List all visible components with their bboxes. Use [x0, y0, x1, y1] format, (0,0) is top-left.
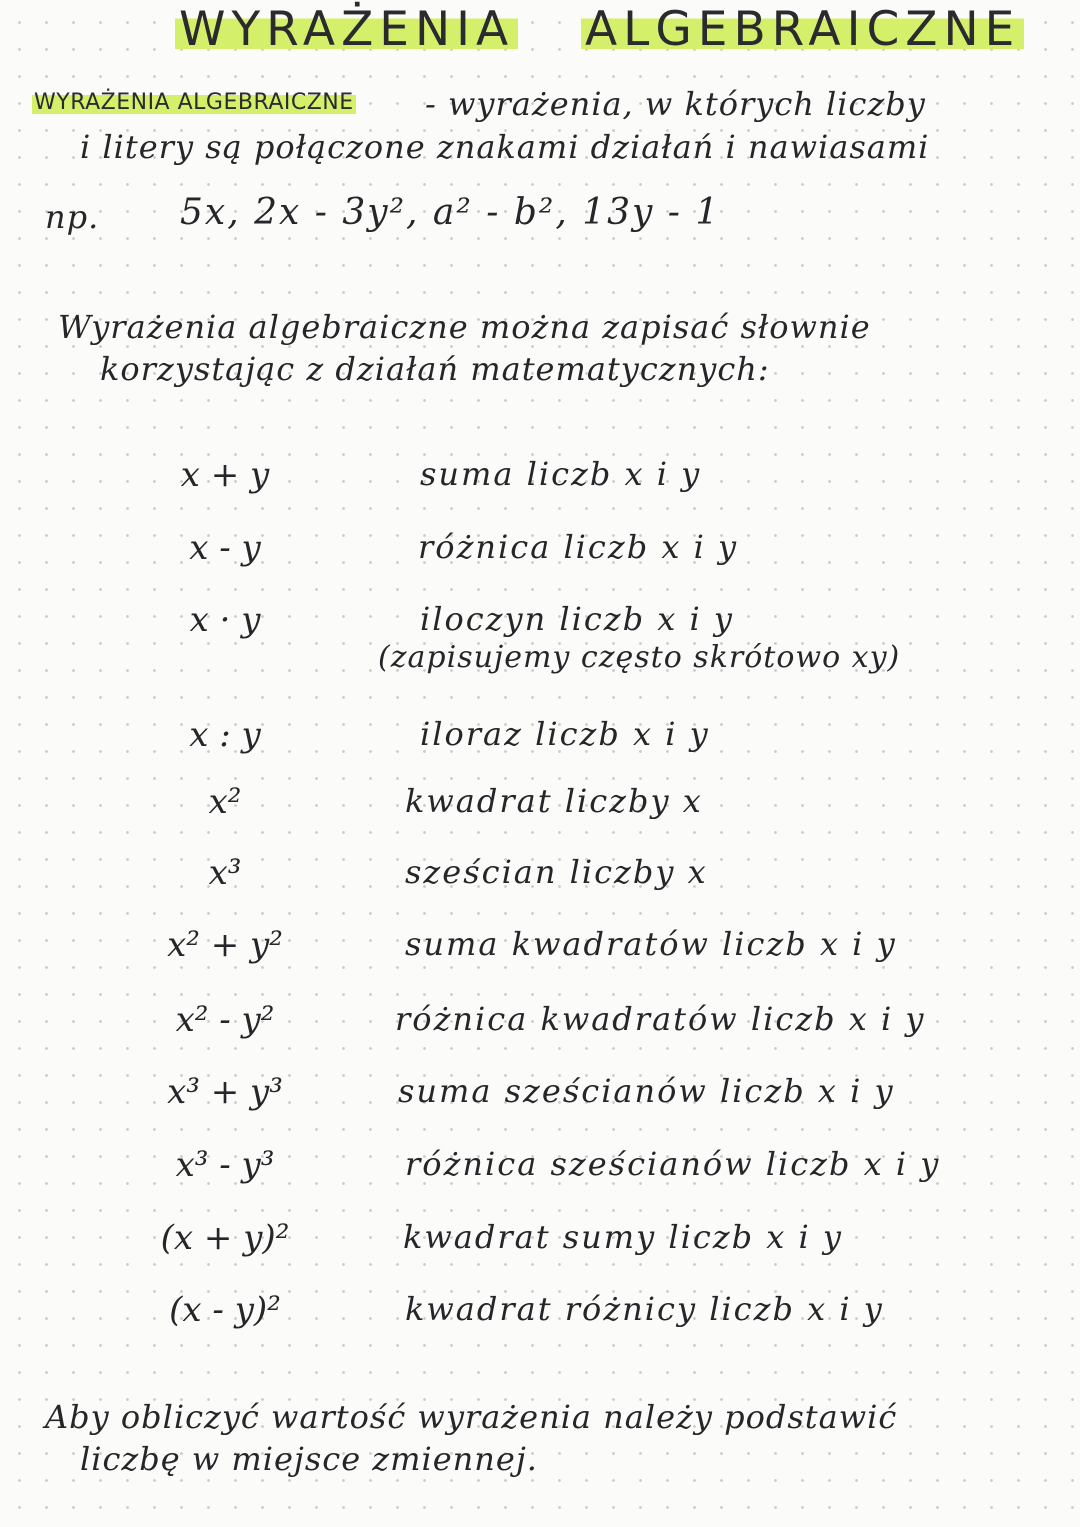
- expression-description: kwadrat różnicy liczb x i y: [405, 1290, 884, 1328]
- expression-description: iloczyn liczb x i y: [420, 600, 734, 638]
- expression-description: suma kwadratów liczb x i y: [405, 925, 897, 963]
- expression-description: różnica kwadratów liczb x i y: [395, 1000, 926, 1038]
- expression: x - y: [189, 528, 261, 568]
- expression: x³ - y³: [175, 1145, 275, 1185]
- intro-line-1: Wyrażenia algebraiczne można zapisać słownie: [58, 308, 871, 346]
- expression-description: kwadrat liczby x: [405, 782, 703, 820]
- expression-description: suma sześcianów liczb x i y: [398, 1072, 895, 1110]
- conclusion-line-1: Aby obliczyć wartość wyrażenia należy podstawić: [45, 1398, 898, 1436]
- expression: (x - y)²: [169, 1290, 281, 1330]
- definition-line-1: - wyrażenia, w których liczby: [425, 85, 926, 123]
- expression-description: suma liczb x i y: [420, 455, 702, 493]
- expression: x³: [208, 853, 242, 893]
- conclusion-line-2: liczbę w miejsce zmiennej.: [80, 1440, 538, 1478]
- page-title: [175, 2, 1024, 57]
- examples-label: np.: [45, 198, 100, 236]
- expression: x + y: [180, 455, 270, 495]
- title-word-1: WYRAŻENIA: [175, 2, 518, 57]
- expression: x · y: [189, 600, 261, 640]
- title-word-2: ALGEBRAICZNE: [581, 2, 1024, 57]
- expression: x² + y²: [167, 925, 283, 965]
- expression-description: różnica liczb x i y: [418, 528, 739, 566]
- expression-description: kwadrat sumy liczb x i y: [403, 1218, 843, 1256]
- definition-term: WYRAŻENIA ALGEBRAICZNE: [34, 90, 354, 115]
- expression: x³ + y³: [167, 1072, 283, 1112]
- expression: x² - y²: [175, 1000, 275, 1040]
- definition-line-2: i litery są połączone znakami działań i nawiasami: [80, 128, 930, 166]
- expression: x : y: [189, 715, 261, 755]
- expression-description: iloraz liczb x i y: [420, 715, 710, 753]
- expression-description: różnica sześcianów liczb x i y: [405, 1145, 941, 1183]
- expression-description: sześcian liczby x: [405, 853, 708, 891]
- intro-line-2: korzystając z działań matematycznych:: [100, 350, 770, 388]
- expression: (x + y)²: [160, 1218, 290, 1258]
- examples-list: 5x, 2x - 3y², a² - b², 13y - 1: [180, 192, 721, 233]
- expression-note: (zapisujemy często skrótowo xy): [378, 640, 901, 675]
- expression: x²: [208, 782, 242, 822]
